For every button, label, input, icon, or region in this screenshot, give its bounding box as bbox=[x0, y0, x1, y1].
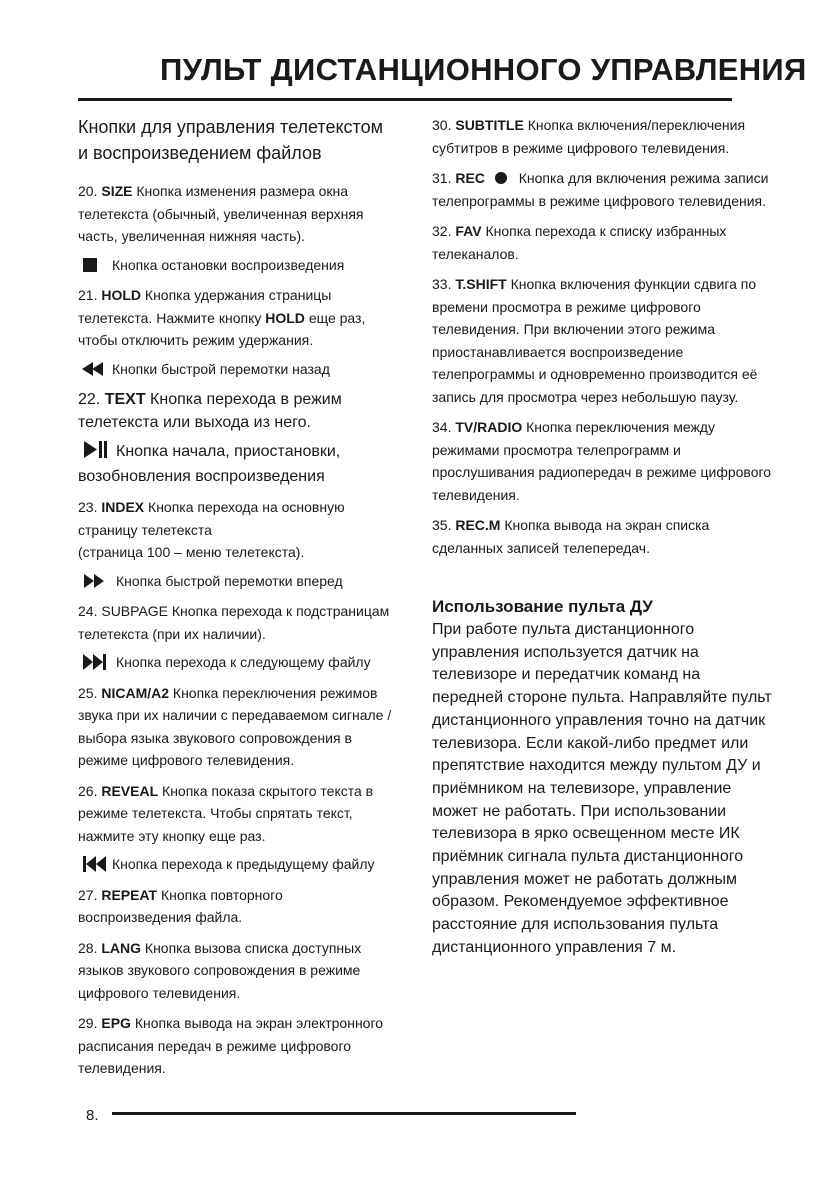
sub-previous: Кнопка перехода к предыдущему файлу bbox=[78, 853, 398, 876]
item-21: 21. HOLD Кнопка удержания страницы телетекста. Нажмите кнопку HOLD еще раз, чтобы отключить режим удержания. bbox=[78, 287, 366, 348]
item-33: 33. T.SHIFT Кнопка включения функции сдвига по времени просмотра в режиме цифрового телевидения. При включении этого режима приостанавливается воспроизведение телепрограммы и одновременно производится её запись для просмотра через небольшую паузу. bbox=[432, 276, 758, 405]
left-column bbox=[78, 114, 398, 1088]
heading-line-1: Кнопки для управления телетекстом bbox=[78, 117, 383, 137]
sub-fast-forward: Кнопка быстрой перемотки вперед bbox=[78, 570, 398, 593]
play-pause-icon bbox=[82, 441, 116, 465]
item-20: 20. SIZE Кнопка изменения размера окна телетекста (обычный, увеличенная верхняя часть, увеличенная нижняя часть). bbox=[78, 183, 364, 244]
sub-stop: Кнопка остановки воспроизведения bbox=[78, 254, 398, 277]
key-rec: REC bbox=[455, 170, 485, 186]
key-hold: HOLD bbox=[101, 287, 142, 303]
item-32: 32. FAV Кнопка перехода к списку избранных телеканалов. bbox=[432, 223, 727, 262]
item-22: 22. TEXT Кнопка перехода в режим телетекста или выхода из него. bbox=[78, 391, 342, 431]
record-icon bbox=[495, 172, 507, 184]
key-rec-m: REC.M bbox=[455, 517, 501, 533]
item-28: 28. LANG Кнопка вызова списка доступных языков звукового сопровождения в режиме цифрового телевидения. bbox=[78, 939, 362, 1001]
item-30: 30. SUBTITLE Кнопка включения/переключения субтитров в режиме цифрового телевидения. bbox=[432, 117, 746, 156]
key-epg: EPG bbox=[101, 1015, 131, 1031]
key-reveal: REVEAL bbox=[101, 782, 159, 799]
key-index: INDEX bbox=[101, 499, 145, 515]
item-24: 24. SUBPAGE Кнопка перехода к подстраницам телетекста (при их наличии). bbox=[78, 603, 390, 642]
section-heading bbox=[78, 114, 398, 166]
title-divider bbox=[78, 98, 732, 101]
item-34: 34. TV/RADIO Кнопка переключения между режимами просмотра телепрограмм и прослушивания радиопередач в режиме цифрового телевидения. bbox=[432, 419, 772, 503]
key-lang: LANG bbox=[101, 939, 142, 956]
heading-line-2: и воспроизведением файлов bbox=[78, 143, 322, 163]
item-26: 26. REVEAL Кнопка показа скрытого текста в режиме телетекста. Чтобы спрятать текст, нажмите эту кнопку еще раз. bbox=[78, 782, 374, 844]
key-size: SIZE bbox=[101, 183, 133, 199]
item-23: 23. INDEX Кнопка перехода на основную страницу телетекста (страница 100 – меню телетекста). bbox=[78, 499, 345, 560]
key-tv-radio: TV/RADIO bbox=[455, 419, 523, 435]
item-27: 27. REPEAT Кнопка повторного воспроизведения файла. bbox=[78, 886, 283, 925]
fast-forward-icon bbox=[82, 574, 116, 588]
key-subtitle: SUBTITLE bbox=[455, 117, 524, 133]
usage-heading: Использование пульта ДУ bbox=[432, 597, 653, 616]
key-nicam: NICAM/A2 bbox=[101, 684, 170, 701]
item-29: 29. EPG Кнопка вывода на экран электронного расписания передач в режиме цифрового телевидения. bbox=[78, 1015, 384, 1076]
key-fav: FAV bbox=[455, 223, 482, 239]
page-title: ПУЛЬТ ДИСТАНЦИОННОГО УПРАВЛЕНИЯ bbox=[160, 52, 807, 87]
key-repeat: REPEAT bbox=[101, 886, 158, 903]
skip-previous-icon bbox=[82, 856, 112, 872]
key-tshift: T.SHIFT bbox=[455, 276, 507, 292]
item-35: 35. REC.M Кнопка вывода на экран списка сделанных записей телепередач. bbox=[432, 517, 710, 556]
page-number: 8. bbox=[86, 1107, 99, 1124]
item-31: 31. REC Кнопка для включения режима записи телепрограммы в режиме цифрового телевидения. bbox=[432, 170, 769, 209]
sub-next: Кнопка перехода к следующему файлу bbox=[78, 651, 398, 674]
usage-paragraph: При работе пульта дистанционного управления используется датчик на телевизоре и передатчик команд на передней стороне пульта. Направляйте пульт дистанционного управления точно на датчик телевизора. Если какой-либо предмет или препятствие находится между пультом ДУ и приёмником на телевизоре, управление может не работать. При использовании телевизора в ярко освещенном месте ИК приёмник сигнала пульта дистанционного управления может не работать должным образом. Рекомендуемое эффективное расстояние для использования пульта дистанционного управления 7 м. bbox=[432, 621, 772, 956]
stop-icon bbox=[82, 257, 112, 273]
key-text: TEXT bbox=[104, 391, 146, 408]
sub-play-pause: Кнопка начала, приостановки, возобновления воспроизведения bbox=[78, 443, 341, 485]
footer-divider bbox=[112, 1112, 576, 1115]
skip-next-icon bbox=[82, 654, 116, 670]
item-25: 25. NICAM/A2 Кнопка переключения режимов звука при их наличии с передаваемом сигнале /выбора языка звукового сопровождения в режиме цифрового телевидения. bbox=[78, 684, 392, 768]
sub-rewind: Кнопки быстрой перемотки назад bbox=[78, 358, 398, 381]
rewind-icon bbox=[82, 362, 112, 376]
right-column bbox=[432, 114, 772, 960]
